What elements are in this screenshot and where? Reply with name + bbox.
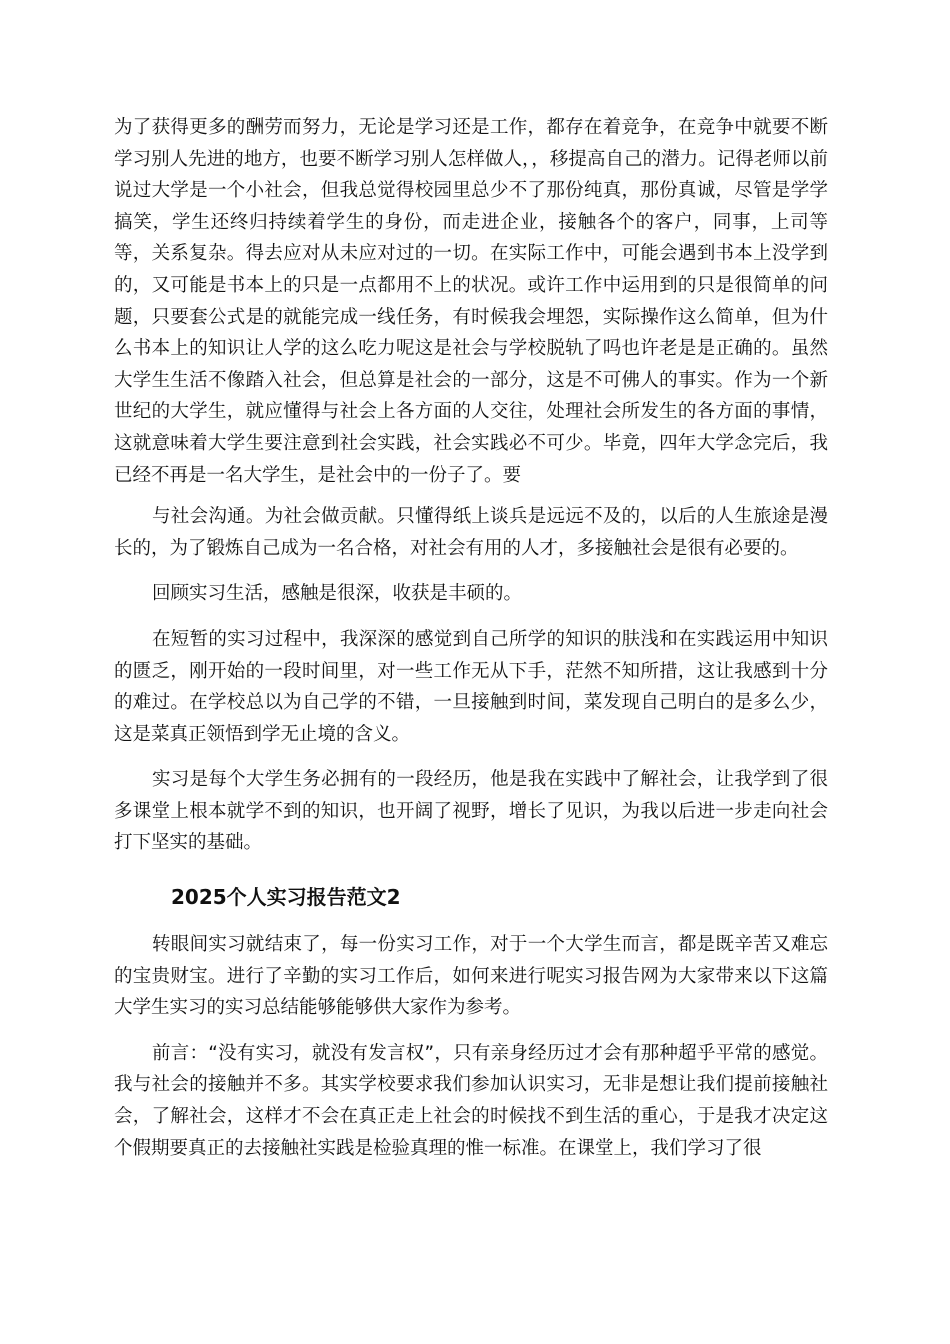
paragraph-1: 为了获得更多的酬劳而努力，无论是学习还是工作，都存在着竞争，在竞争中就要不断学习别人先进的地方，也要不断学习别人怎样做人，，移提高自己的潜力。记得老师以前说过大学是一个小社会，但我总觉得校园里总少不了那份纯真，那份真诚，尽管是学学搞笑，学生还终归持续着学生的身份，而走进企业，接触各个的客户，同事，上司等等，关系复杂。得去应对从未应对过的一切。在实际工作中，可能会遇到书本上没学到的，又可能是书本上的只是一点都用不上的状况。或许工作中运用到的只是很简单的问题，只要套公式是的就能完成一线任务，有时候我会埋怨，实际操作这么简单，但为什么书本上的知识让人学的这么吃力呢这是社会与学校脱轨了吗也许老是是正确的。虽然大学生生活不像踏入社会，但总算是社会的一部分，这是不可佛人的事实。作为一个新世纪的大学生，就应懂得与社会上各方面的人交往，处理社会所发生的各方面的事情，这就意味着大学生要注意到社会实践，社会实践必不可少。毕竟，四年大学念完后，我已经不再是一名大学生，是社会中的一份子了。要 — [114, 117, 828, 486]
paragraph-7: 前言：“没有实习，就没有发言权”，只有亲身经历过才会有那种超乎平常的感觉。我与社会的接触并不多。其实学校要求我们参加认识实习，无非是想让我们提前接触社会，了解社会，这样才不会在真正走上社会的时候找不到生活的重心，于是我才决定这个假期要真正的去接触社实践是检验真理的惟一标准。在课堂上，我们学习了很 — [114, 1042, 828, 1159]
document-page — [114, 112, 828, 1178]
paragraph-6: 转眼间实习就结束了，每一份实习工作，对于一个大学生而言，都是既辛苦又难忘的宝贵财宝。进行了辛勤的实习工作后，如何来进行呢实习报告网为大家带来以下这篇大学生实习的实习总结能够能够供大家作为参考。 — [114, 934, 828, 1019]
paragraph-4: 在短暂的实习过程中，我深深的感觉到自己所学的知识的肤浅和在实践运用中知识的匮乏，刚开始的一段时间里，对一些工作无从下手，茫然不知所措，这让我感到十分的难过。在学校总以为自己学的不错，一旦接触到时间，菜发现自己明白的是多么少，这是菜真正领悟到学无止境的含义。 — [114, 628, 828, 745]
section-title: 2025个人实习报告范文2 — [171, 885, 401, 910]
paragraph-3: 回顾实习生活，感触是很深，收获是丰硕的。 — [152, 583, 523, 605]
paragraph-5: 实习是每个大学生务必拥有的一段经历，他是我在实践中了解社会，让我学到了很多课堂上根本就学不到的知识，也开阔了视野，增长了见识，为我以后进一步走向社会打下坚实的基础。 — [114, 769, 828, 854]
paragraph-2: 与社会沟通。为社会做贡献。只懂得纸上谈兵是远远不及的，以后的人生旅途是漫长的，为了锻炼自己成为一名合格，对社会有用的人才，多接触社会是很有必要的。 — [114, 506, 828, 559]
